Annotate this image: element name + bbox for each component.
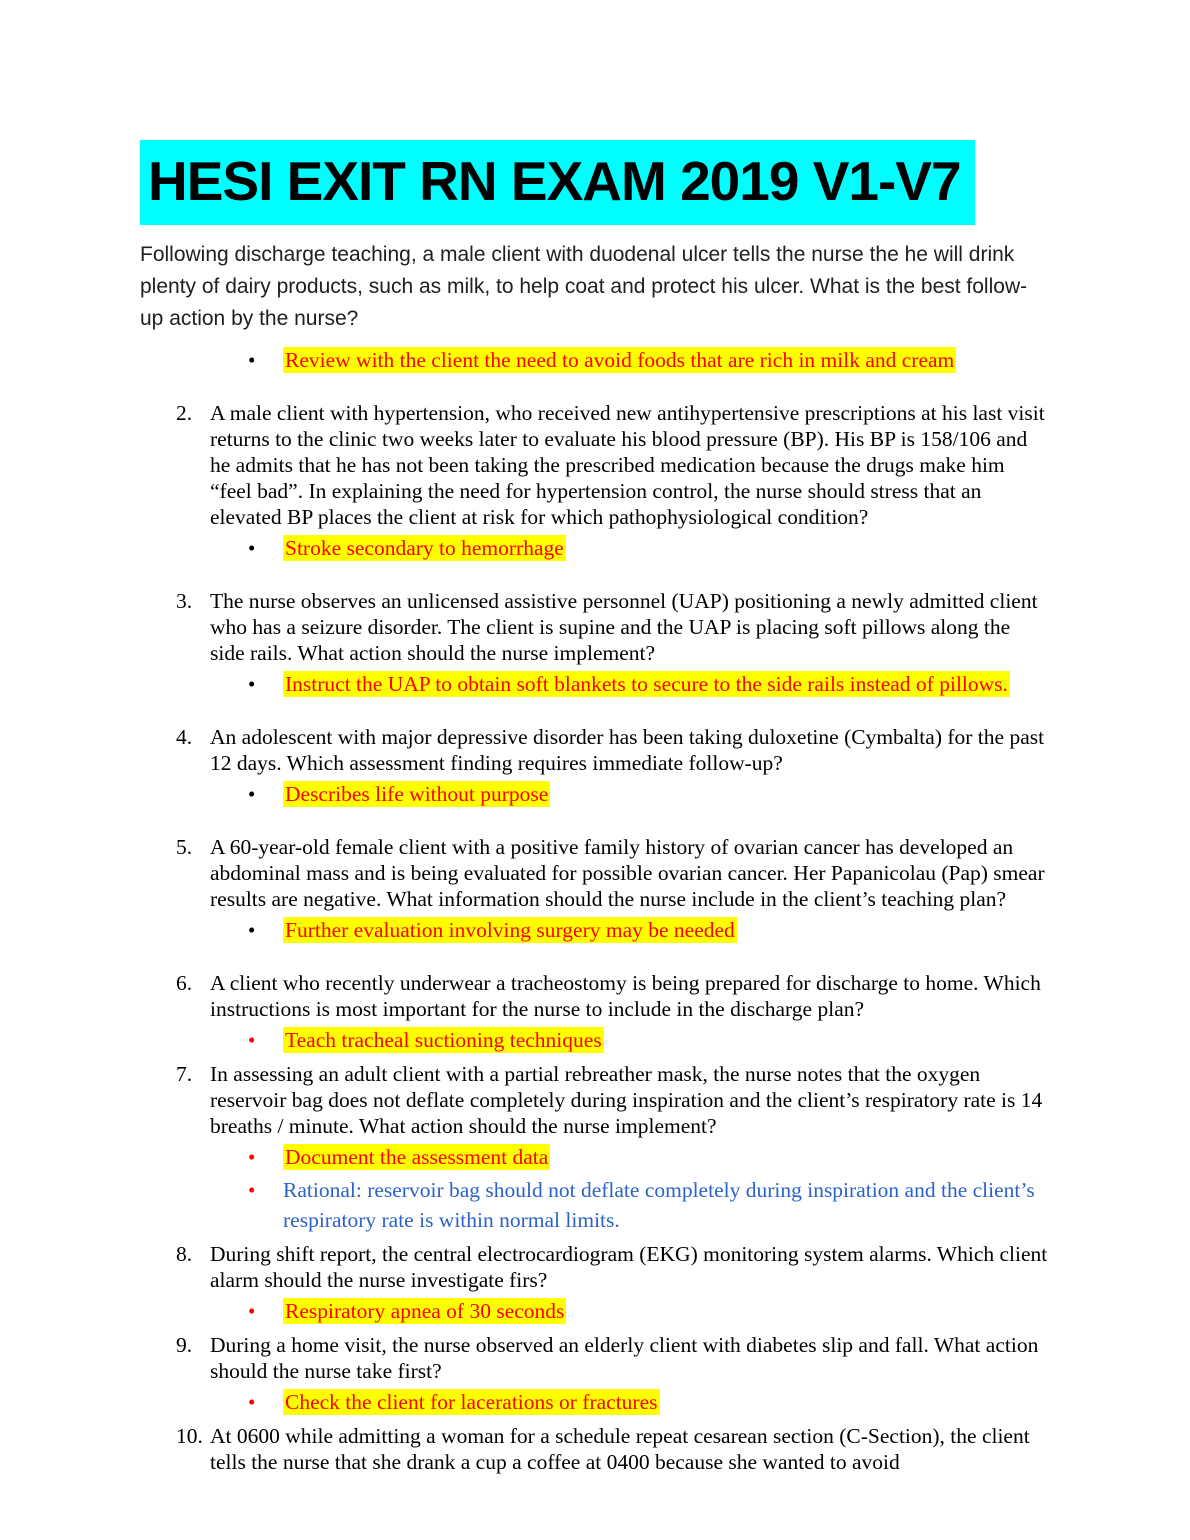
answer-item xyxy=(210,1175,1048,1235)
answer-item xyxy=(210,1387,1048,1417)
answer-item xyxy=(210,779,1048,809)
answer-item xyxy=(210,1296,1048,1326)
question-body xyxy=(210,1332,1048,1417)
intro-answer-container xyxy=(140,345,1048,375)
question-number: 9. xyxy=(176,1333,193,1357)
bullet-icon: • xyxy=(248,918,256,942)
answer-item xyxy=(210,669,1048,699)
highlighted-answer-text: Review with the client the need to avoid foods that are rich in milk and cream xyxy=(285,348,955,372)
question-body xyxy=(210,588,1048,699)
question-number: 6. xyxy=(176,971,193,995)
question-item xyxy=(140,970,1048,1055)
highlighted-answer-text: Check the client for lacerations or fractures xyxy=(285,1390,658,1414)
question-number: 2. xyxy=(176,401,193,425)
bullet-icon: • xyxy=(248,1178,256,1202)
bullet-icon: • xyxy=(248,536,256,560)
intro-paragraph: Following discharge teaching, a male client with duodenal ulcer tells the nurse the he will drink plenty of dairy products, such as milk, to help coat and protect his ulcer. What is the best follow-up action by the nurse? xyxy=(140,243,1028,330)
title-block xyxy=(140,140,1048,225)
question-number: 8. xyxy=(176,1242,193,1266)
rationale-text: Rational: reservoir bag should not deflate completely during inspiration and the client’s respiratory rate is within normal limits. xyxy=(283,1178,1035,1232)
question-item xyxy=(140,1332,1048,1417)
question-text: In assessing an adult client with a partial rebreather mask, the nurse notes that the oxygen reservoir bag does not deflate completely during inspiration and the client’s respiratory rate is 14 breaths / minute. What action should the nurse implement? xyxy=(210,1062,1043,1138)
question-number: 3. xyxy=(176,589,193,613)
question-text: A client who recently underwear a tracheostomy is being prepared for discharge to home. Which instructions is most important for the nurse to include in the discharge plan? xyxy=(210,971,1041,1021)
highlighted-answer-text: Describes life without purpose xyxy=(285,782,549,806)
question-text: An adolescent with major depressive disorder has been taking duloxetine (Cymbalta) for the past 12 days. Which assessment finding requires immediate follow-up? xyxy=(210,725,1045,775)
question-item xyxy=(140,588,1048,699)
question-text: A male client with hypertension, who received new antihypertensive prescriptions at his last visit returns to the clinic two weeks later to evaluate his blood pressure (BP). His BP is 158/106 and he admits that he has not been taking the prescribed medication because the drugs make him “feel bad”. In explaining the need for hypertension control, the nurse should stress that an elevated BP places the client at risk for which pathophysiological condition? xyxy=(210,401,1045,529)
page-title: HESI EXIT RN EXAM 2019 V1-V7 xyxy=(140,140,975,225)
question-item xyxy=(140,1061,1048,1235)
question-text: A 60-year-old female client with a positive family history of ovarian cancer has developed an abdominal mass and is being evaluated for possible ovarian cancer. Her Papanicolau (Pap) smear results are negative. What information should the nurse include in the client’s teaching plan? xyxy=(210,835,1045,911)
bullet-icon: • xyxy=(248,1299,256,1323)
answer-item xyxy=(210,915,1048,945)
questions-list xyxy=(140,400,1048,1475)
question-item xyxy=(140,724,1048,809)
answer-item xyxy=(140,345,1048,375)
question-body xyxy=(210,834,1048,945)
question-number: 10. xyxy=(176,1424,203,1448)
question-item xyxy=(140,400,1048,563)
highlighted-answer-text: Stroke secondary to hemorrhage xyxy=(285,536,564,560)
question-text: During shift report, the central electrocardiogram (EKG) monitoring system alarms. Which client alarm should the nurse investigate firs? xyxy=(210,1242,1048,1292)
highlighted-answer-text: Document the assessment data xyxy=(285,1145,549,1169)
question-body xyxy=(210,1423,1048,1475)
bullet-icon: • xyxy=(248,1028,256,1052)
answer-item xyxy=(210,1025,1048,1055)
bullet-icon: • xyxy=(248,348,256,372)
question-number: 4. xyxy=(176,725,193,749)
question-body xyxy=(210,1061,1048,1235)
highlighted-answer-text: Further evaluation involving surgery may be needed xyxy=(285,918,735,942)
highlighted-answer-text: Teach tracheal suctioning techniques xyxy=(285,1028,602,1052)
question-body xyxy=(210,724,1048,809)
bullet-icon: • xyxy=(248,672,256,696)
highlighted-answer-text: Respiratory apnea of 30 seconds xyxy=(285,1299,565,1323)
question-item xyxy=(140,1423,1048,1475)
question-text: At 0600 while admitting a woman for a schedule repeat cesarean section (C-Section), the client tells the nurse that she drank a cup a coffee at 0400 because she wanted to avoid xyxy=(210,1424,1030,1474)
bullet-icon: • xyxy=(248,782,256,806)
question-text: The nurse observes an unlicensed assistive personnel (UAP) positioning a newly admitted client who has a seizure disorder. The client is supine and the UAP is placing soft pillows along the side rails. What action should the nurse implement? xyxy=(210,589,1038,665)
question-item xyxy=(140,1241,1048,1326)
answer-item xyxy=(210,533,1048,563)
bullet-icon: • xyxy=(248,1145,256,1169)
question-body xyxy=(210,400,1048,563)
question-body xyxy=(210,970,1048,1055)
answer-item xyxy=(210,1142,1048,1172)
question-text: During a home visit, the nurse observed an elderly client with diabetes slip and fall. What action should the nurse take first? xyxy=(210,1333,1039,1383)
question-body xyxy=(210,1241,1048,1326)
highlighted-answer-text: Instruct the UAP to obtain soft blankets to secure to the side rails instead of pillows. xyxy=(285,672,1008,696)
question-number: 5. xyxy=(176,835,193,859)
bullet-icon: • xyxy=(248,1390,256,1414)
question-number: 7. xyxy=(176,1062,193,1086)
question-item xyxy=(140,834,1048,945)
